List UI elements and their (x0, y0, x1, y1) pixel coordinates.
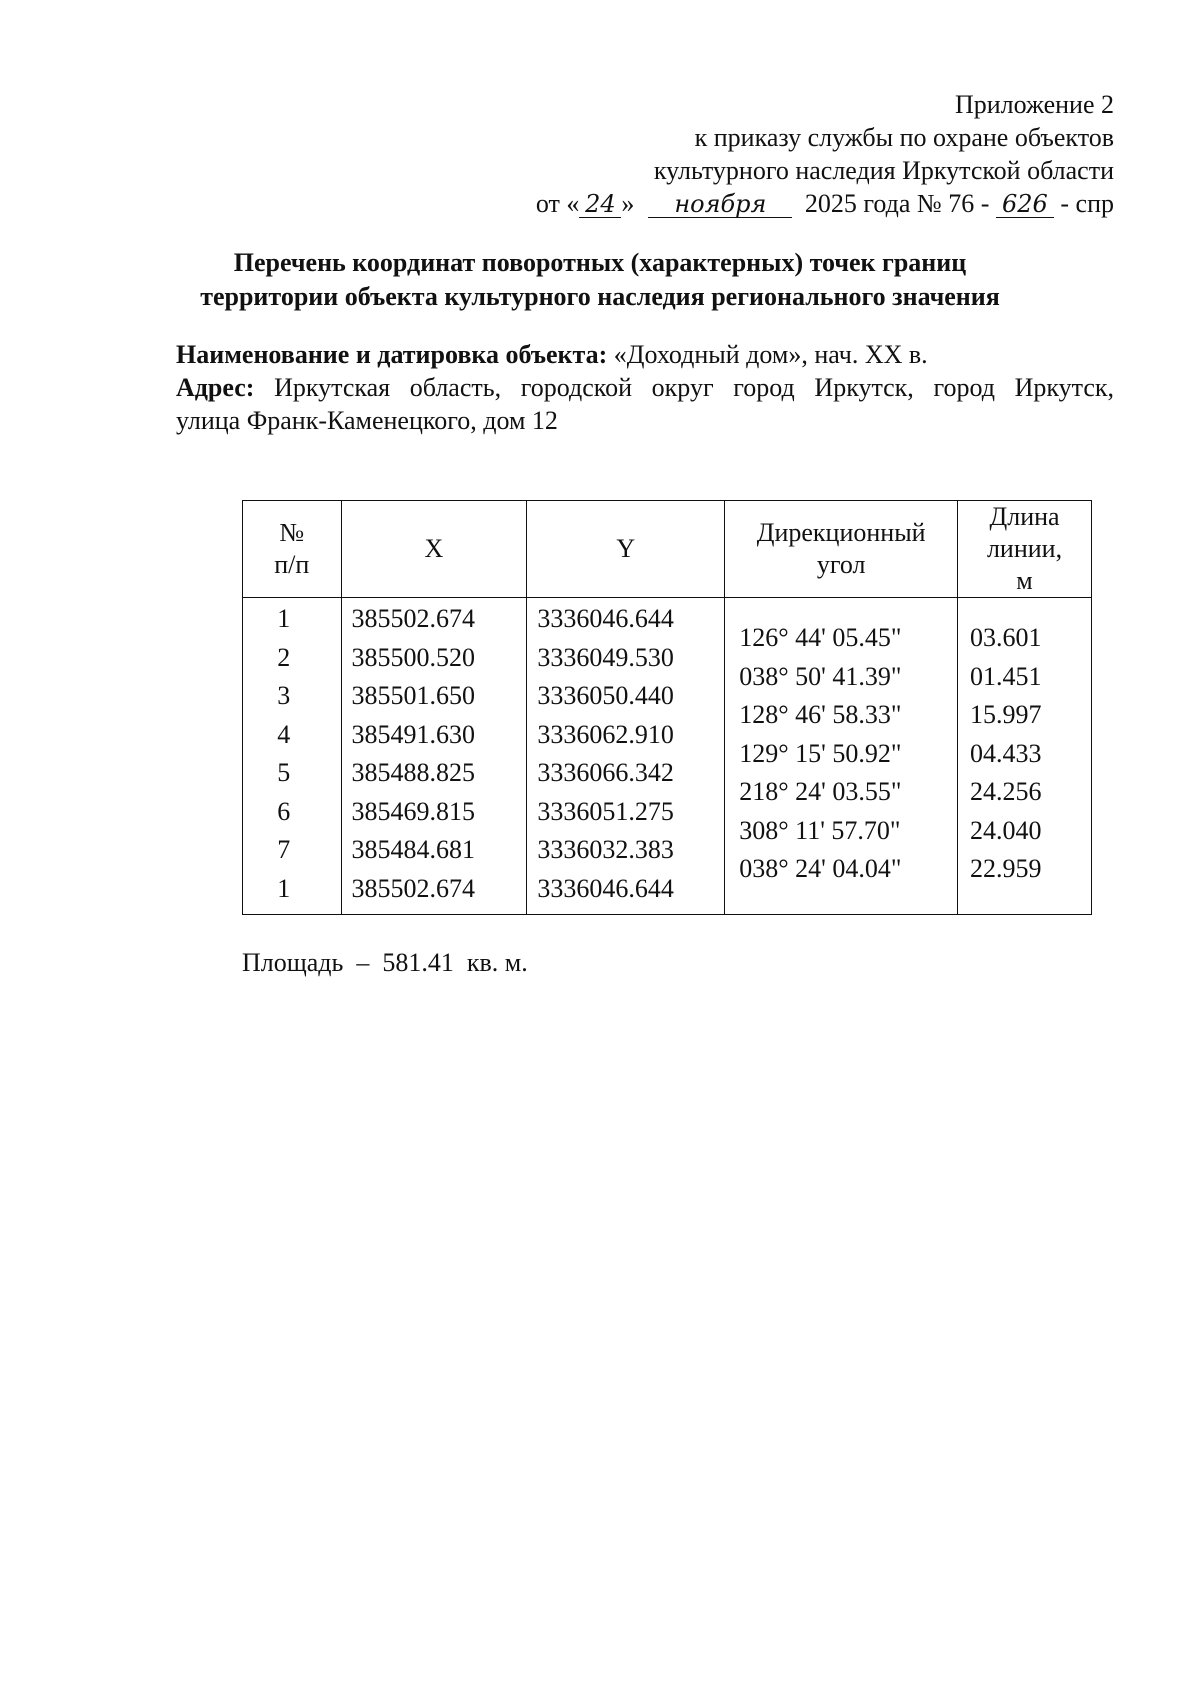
y-value: 3336046.644 (537, 604, 674, 633)
y-value: 3336050.440 (537, 681, 674, 710)
address-value-line-2: улица Франк-Каменецкого, дом 12 (176, 406, 558, 435)
x-value: 385502.674 (351, 873, 475, 903)
appendix-title: Приложение 2 (954, 90, 1114, 119)
angle-value: 038° 24' 04.04" (739, 854, 902, 883)
point-number: 4 (277, 719, 291, 749)
angle-value: 128° 46' 58.33" (739, 700, 902, 729)
address-row (176, 371, 1114, 404)
coordinates-table (242, 500, 1092, 915)
x-coordinate-column (341, 598, 527, 915)
order-suffix: - спр (1053, 189, 1114, 218)
header-length-line-3: м (1016, 566, 1033, 595)
order-reference-line: к приказу службы по охране объектов (694, 123, 1114, 152)
line-length-column (958, 598, 1092, 915)
length-value: 24.040 (970, 815, 1042, 845)
angle-value: 218° 24' 03.55" (739, 777, 902, 806)
y-value: 3336032.383 (537, 835, 674, 864)
point-number: 7 (277, 835, 291, 864)
header-y: Y (527, 501, 725, 598)
header-length-line-2: линии, (986, 534, 1063, 563)
agency-line: культурного наследия Иркутской области (653, 156, 1114, 185)
area-statement: Площадь – 581.41 кв. м. (242, 948, 528, 977)
length-value: 24.256 (970, 777, 1042, 806)
y-value: 3336066.342 (537, 758, 674, 787)
object-info (176, 338, 1114, 437)
point-number: 6 (277, 796, 291, 826)
y-coordinate-column (527, 598, 725, 915)
year-and-number-text: 2025 года № 76 - (798, 189, 996, 218)
point-number-column (243, 598, 342, 915)
y-value: 3336046.644 (537, 873, 674, 903)
point-number: 2 (277, 642, 291, 672)
handwritten-month: ноября (648, 191, 792, 218)
header-length-line-1: Длина (989, 502, 1060, 531)
angle-value: 126° 44' 05.45" (739, 623, 902, 652)
object-name-label: Наименование и датировка объекта: (176, 340, 608, 369)
appendix-header (536, 88, 1114, 220)
direction-angle-column (725, 598, 958, 915)
table-body-row (243, 598, 1092, 915)
header-number-symbol: № (279, 518, 305, 547)
header-angle (725, 501, 958, 598)
document-title (0, 246, 1200, 314)
date-prefix: от « (535, 189, 580, 218)
point-number: 3 (277, 681, 291, 710)
header-length (958, 501, 1092, 598)
title-line-2: территории объекта культурного наследия регионального значения (200, 282, 1000, 311)
y-value: 3336049.530 (537, 642, 674, 672)
object-name-row (176, 338, 1114, 371)
length-value: 03.601 (970, 623, 1042, 652)
handwritten-day: 24 (579, 191, 621, 218)
x-value: 385500.520 (351, 642, 475, 672)
header-number-pp: п/п (274, 550, 310, 579)
x-value: 385502.674 (351, 604, 475, 633)
length-value: 04.433 (970, 738, 1042, 768)
angle-value: 038° 50' 41.39" (739, 661, 902, 691)
x-value: 385469.815 (351, 796, 475, 826)
length-value: 15.997 (970, 700, 1042, 729)
date-close-quote: » (621, 189, 635, 218)
x-value: 385484.681 (351, 835, 475, 864)
address-label: Адрес: (176, 373, 255, 402)
angle-value: 308° 11' 57.70" (739, 815, 901, 845)
address-value-line-1: Иркутская область, городской округ город Иркутск, город Иркутск, (254, 373, 1114, 402)
point-number: 1 (277, 604, 291, 633)
point-number: 5 (277, 758, 291, 787)
object-name-value: «Доходный дом», нач. XX в. (607, 340, 928, 369)
header-number (243, 501, 342, 598)
title-line-1: Перечень координат поворотных (характерных) точек границ (233, 248, 967, 277)
header-angle-line-1: Дирекционный (756, 518, 926, 547)
length-value: 22.959 (970, 854, 1042, 883)
y-value: 3336051.275 (537, 796, 674, 826)
table-header-row (243, 501, 1092, 598)
x-value: 385488.825 (351, 758, 475, 787)
x-value: 385501.650 (351, 681, 475, 710)
angle-value: 129° 15' 50.92" (739, 738, 902, 768)
header-angle-line-2: угол (816, 550, 866, 579)
header-x: X (341, 501, 527, 598)
length-value: 01.451 (970, 661, 1042, 691)
order-date-line (536, 187, 1114, 220)
handwritten-order-number: 626 (996, 191, 1054, 218)
y-value: 3336062.910 (537, 719, 674, 749)
point-number: 1 (277, 873, 291, 903)
x-value: 385491.630 (351, 719, 475, 749)
